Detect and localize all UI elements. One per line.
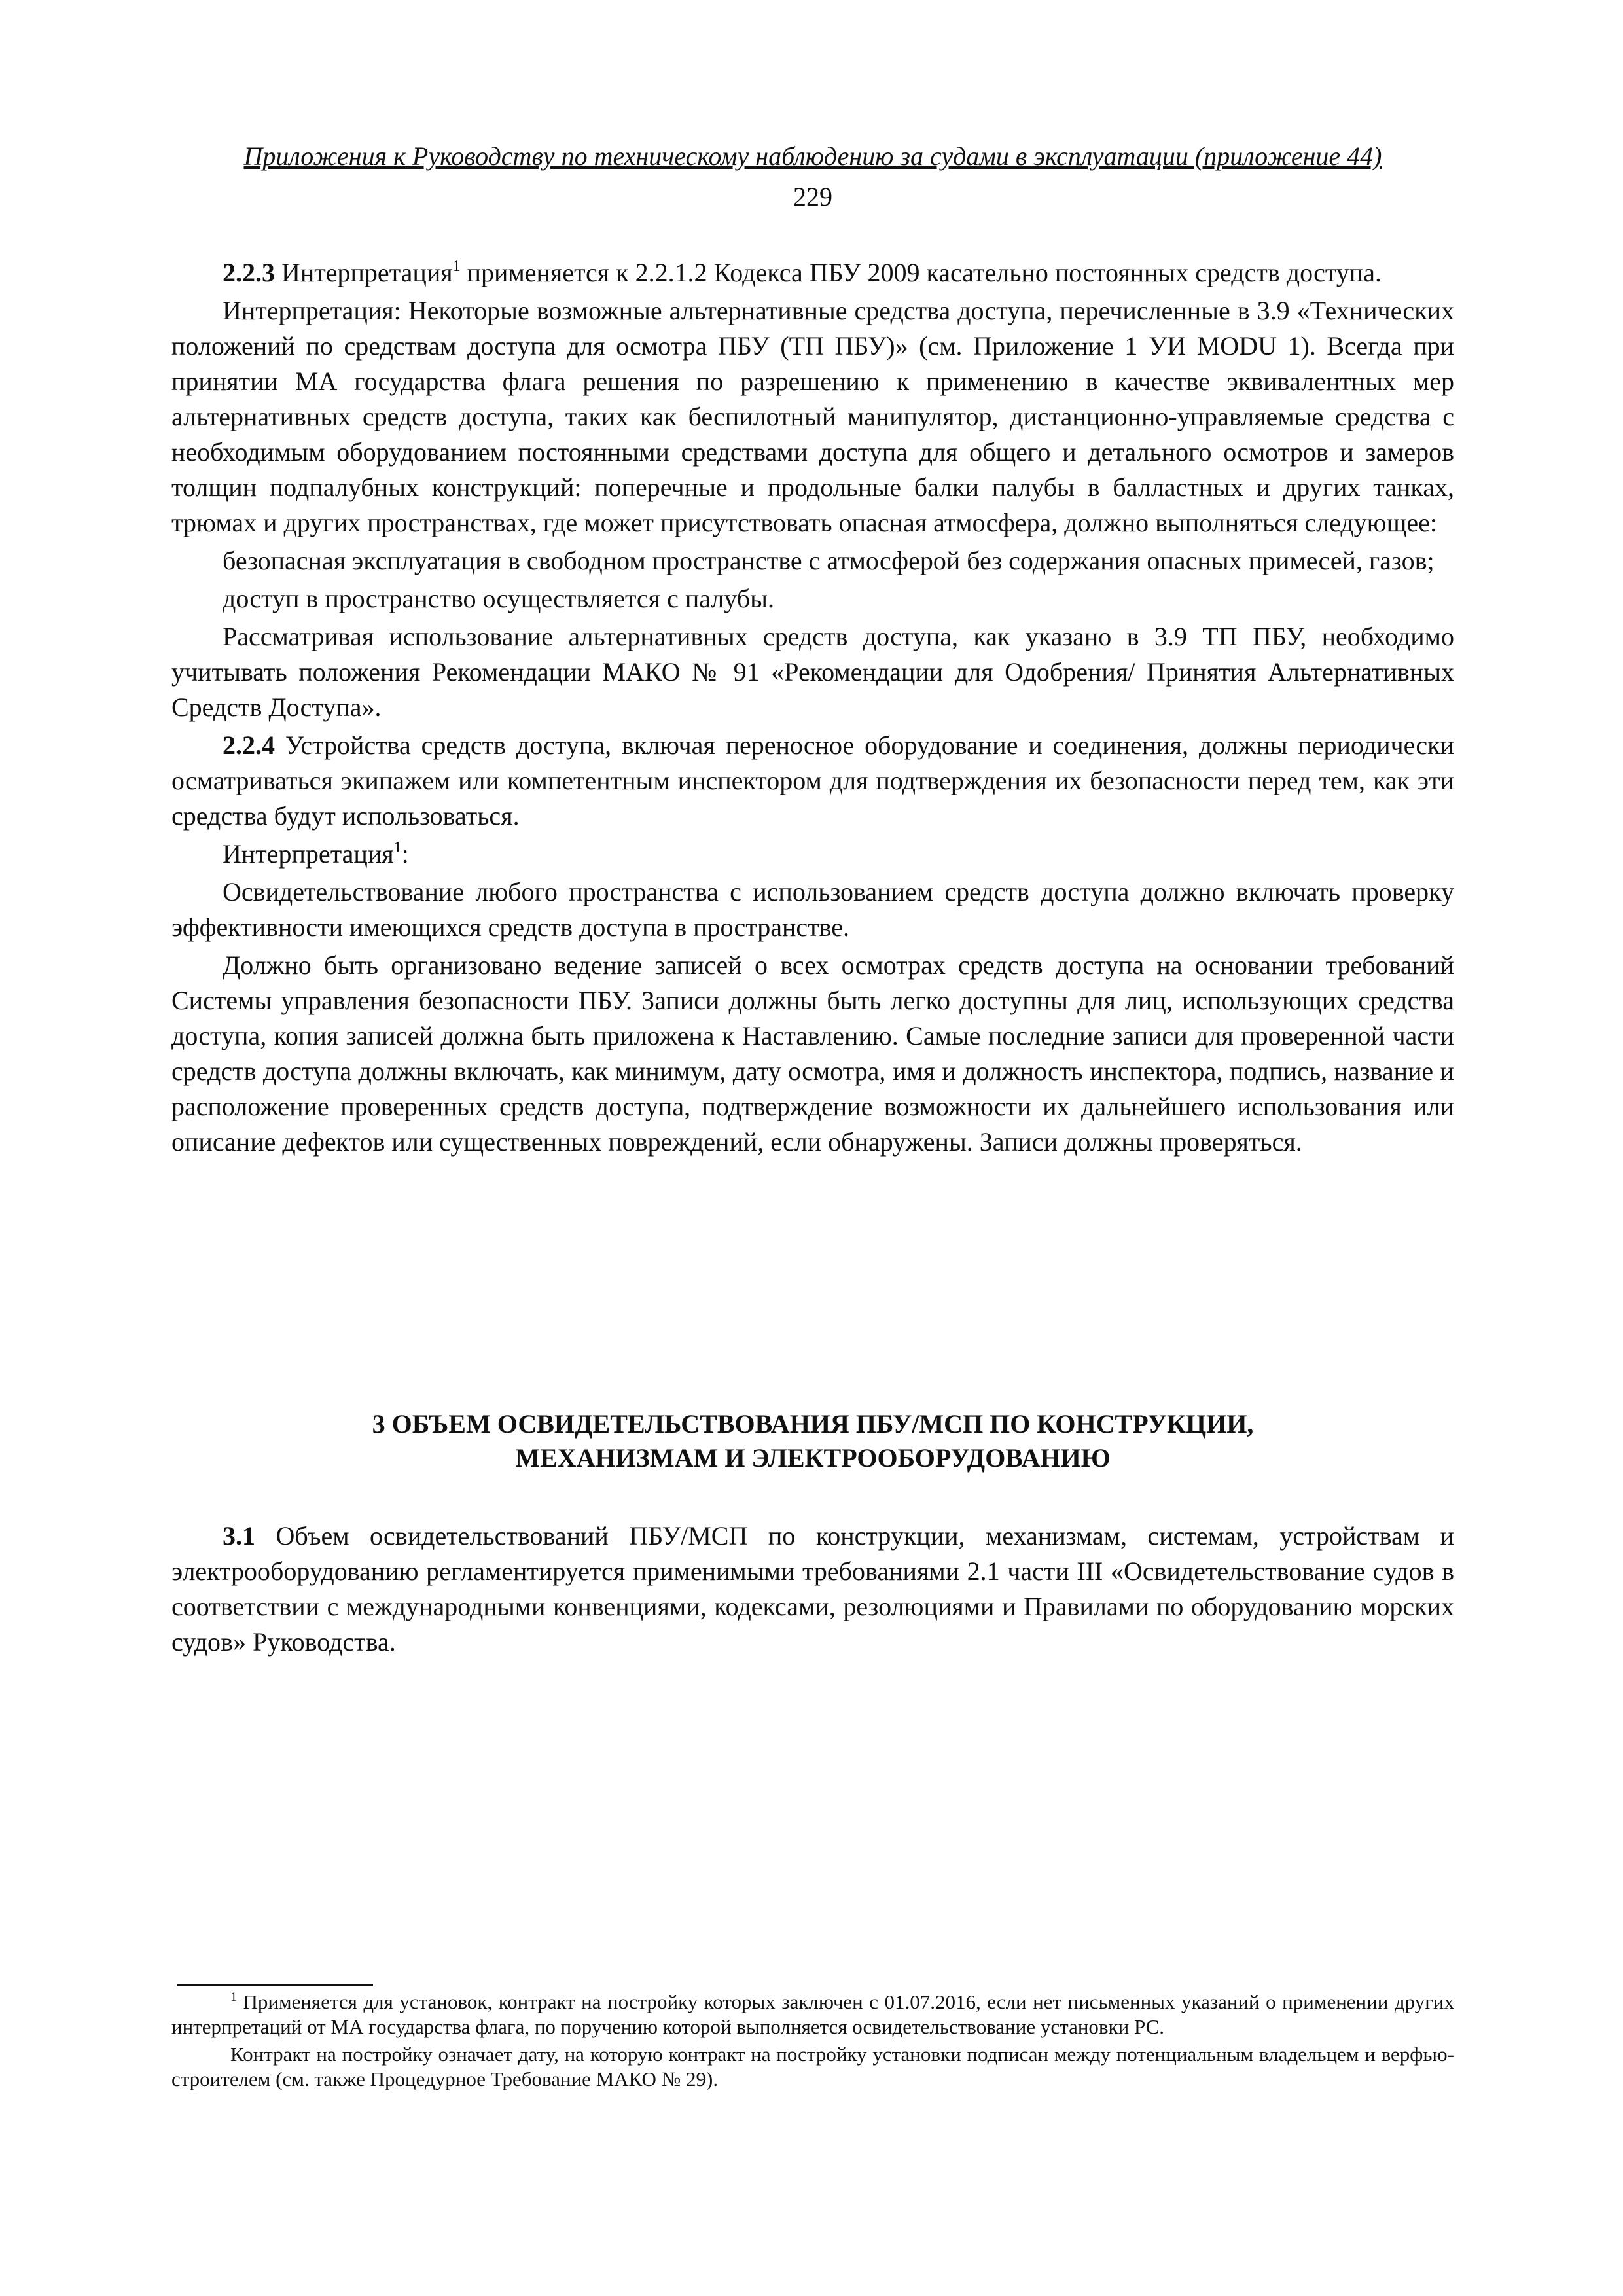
footnote-ref: 1: [452, 258, 461, 275]
paragraph: безопасная эксплуатация в свободном пространстве с атмосферой без содержания опасных примесей, газов;: [223, 546, 1435, 575]
footnote-marker: 1: [230, 1990, 237, 2004]
clause-number: 2.2.3: [223, 258, 275, 287]
running-header: Приложения к Руководству по техническому наблюдению за судами в эксплуатации (приложение 44): [243, 141, 1382, 171]
paragraph: Интерпретация: Некоторые возможные альтернативные средства доступа, перечисленные в 3.9 «Технических положений по средствам доступа для осмотра ПБУ (ТП ПБУ)» (см. Приложение 1 УИ MODU 1). Всегда при принятии МА государства флага решения по разрешению к применению в качестве эквивалентных мер альтернативных средств доступа, таких как беспилотный манипулятор, дистанционно-управляемые средства с необходимым оборудованием постоянными средствами доступа для общего и детального осмотров и замеров толщин подпалубных конструкций: поперечные и продольные балки палубы в балластных и других танках, трюмах и других пространствах, где может присутствовать опасная атмосфера, должно выполняться следующее:: [171, 296, 1454, 537]
paragraph: Должно быть организовано ведение записей о всех осмотрах средств доступа на основании требований Системы управления безопасности ПБУ. Записи должны быть легко доступны для лиц, использующих средства доступа, копия записей должна быть приложена к Наставлению. Самые последние записи для проверенной части средств доступа должны включать, как минимум, дату осмотра, имя и должность инспектора, подпись, название и расположение проверенных средств доступа, подтверждение возможности их дальнейшего использования или описание дефектов или существенных повреждений, если обнаружены. Записи должны проверяться.: [171, 950, 1454, 1157]
clause-number: 2.2.4: [223, 730, 275, 760]
paragraph: Освидетельствование любого пространства с использованием средств доступа должно включать проверку эффективности имеющихся средств доступа в пространстве.: [171, 877, 1454, 942]
footnote-1-continued: Контракт на постройку означает дату, на которую контракт на постройку установки подписан между потенциальным владельцем и верфью-строителем (см. также Процедурное Требование МАКО № 29).: [171, 2043, 1454, 2090]
paragraph-3-1: 3.1 Объем освидетельствований ПБУ/МСП по конструкции, механизмам, системам, устройствам и электрооборудованию регламентируется применимыми требованиями 2.1 части III «Освидетельствование судов в соответствии с международными конвенциями, кодексами, резолюциями и Правилами по оборудованию морских судов» Руководства.: [171, 1521, 1454, 1657]
paragraph: Рассматривая использование альтернативных средств доступа, как указано в 3.9 ТП ПБУ, необходимо учитывать положения Рекомендации МАКО № 91 «Рекомендации для Одобрения/ Принятия Альтернативных Средств Доступа».: [171, 622, 1454, 722]
clause-number: 3.1: [223, 1521, 255, 1551]
footnote-separator: [177, 1984, 373, 1986]
footnote-ref: 1: [393, 839, 402, 856]
footnote-1: $^1$ Применяется для установок, контракт на постройку которых заключен с 01.07.2016, если нет письменных указаний о применении других интерпретаций от МА государства флага, по поручению которой выполняется освидетельствование установки РС.: [171, 1990, 1454, 2038]
main-text: [171, 255, 1454, 1162]
section-3-text: [171, 1518, 1454, 1660]
page-number: 229: [793, 182, 832, 211]
section-heading: 3 ОБЪЕМ ОСВИДЕТЕЛЬСТВОВАНИЯ ПБУ/МСП ПО КОНСТРУКЦИИ, МЕХАНИЗМАМ И ЭЛЕКТРООБОРУДОВАНИЮ: [372, 1409, 1254, 1473]
footnotes: [171, 1990, 1454, 2094]
paragraph: доступ в пространство осуществляется с палубы.: [223, 584, 775, 613]
paragraph: Интерпретация$^1$:: [223, 839, 409, 869]
paragraph-2-2-3: 2.2.3 Интерпретация$^1$ применяется к 2.2.1.2 Кодекса ПБУ 2009 касательно постоянных средств доступа.: [223, 258, 1382, 287]
paragraph-2-2-4: 2.2.4 Устройства средств доступа, включая переносное оборудование и соединения, должны периодически осматриваться экипажем или компетентным инспектором для подтверждения их безопасности перед тем, как эти средства будут использоваться.: [171, 730, 1454, 831]
